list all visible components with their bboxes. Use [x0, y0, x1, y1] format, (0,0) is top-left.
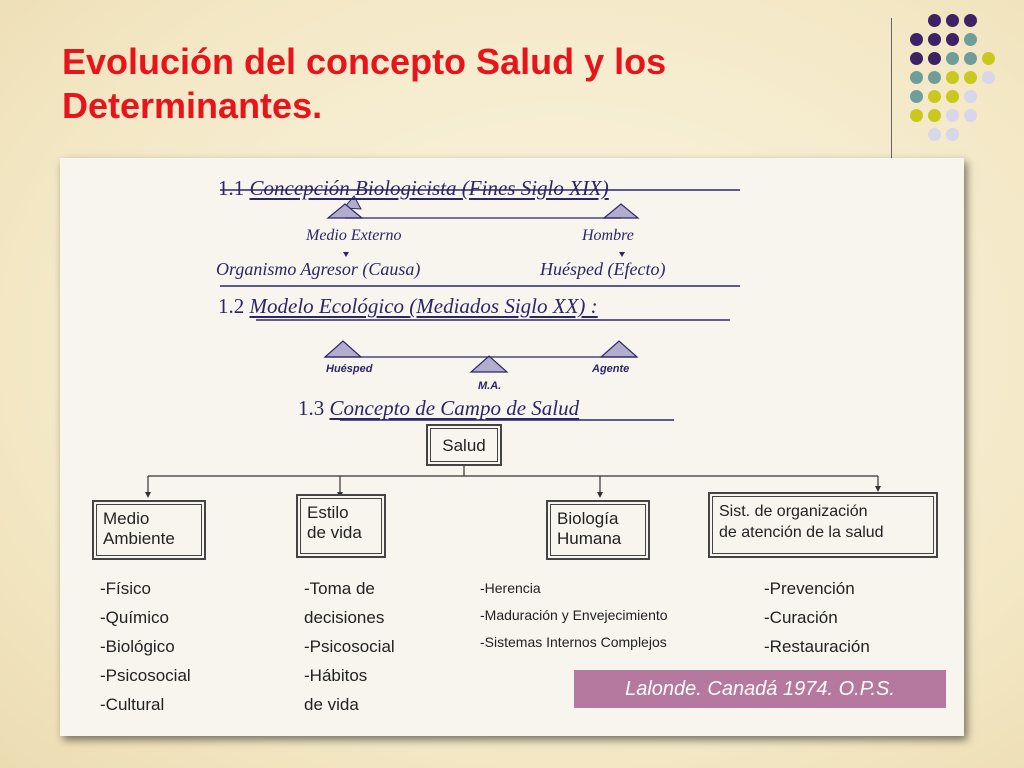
list-item: -Toma de — [304, 579, 375, 598]
decorative-dot — [964, 14, 977, 27]
list-item: -Cultural — [100, 695, 165, 714]
label-medio-externo: Medio Externo — [306, 227, 402, 244]
list-item: -Curación — [764, 608, 838, 627]
source-caption: Lalonde. Canadá 1974. O.P.S. — [574, 670, 946, 708]
diagram-panel — [60, 158, 964, 736]
list-medio-ambiente — [100, 574, 191, 719]
section-3-heading — [298, 396, 579, 421]
decorative-dot — [928, 33, 941, 46]
title-divider — [891, 18, 892, 158]
decorative-dot — [928, 52, 941, 65]
decorative-dot — [982, 52, 995, 65]
category-3-line-2: Humana — [557, 529, 622, 548]
category-4-line-2: de atención de la salud — [719, 524, 884, 541]
decorative-dot — [964, 52, 977, 65]
decorative-dot — [946, 14, 959, 27]
section-1-heading — [218, 176, 609, 201]
label-ma: M.A. — [478, 380, 502, 392]
section-3-title: Concepto de Campo de Salud — [329, 396, 580, 420]
category-box-sistema-atencion — [708, 492, 938, 558]
list-item: -Físico — [100, 579, 151, 598]
decorative-dot — [964, 90, 977, 103]
list-item: -Restauración — [764, 637, 870, 656]
decorative-dot — [928, 109, 941, 122]
decorative-dot — [910, 71, 923, 84]
decorative-dot — [928, 90, 941, 103]
category-1-line-1: Medio — [103, 509, 150, 528]
decorative-dot — [946, 33, 959, 46]
list-item: de vida — [304, 695, 359, 714]
list-item: -Maduración y Envejecimiento — [480, 607, 668, 623]
label-huesped-efecto: Huésped (Efecto) — [540, 259, 666, 279]
list-item: -Psicosocial — [304, 637, 395, 656]
decorative-dot — [964, 71, 977, 84]
decorative-dot — [910, 90, 923, 103]
decorative-dot — [910, 33, 923, 46]
category-4-line-1: Sist. de organización — [719, 503, 868, 520]
list-biologia-humana — [480, 575, 668, 656]
list-item: -Herencia — [480, 580, 541, 596]
label-huesped: Huésped — [326, 363, 373, 375]
list-item: -Biológico — [100, 637, 175, 656]
decorative-dot — [928, 71, 941, 84]
decorative-dot — [946, 109, 959, 122]
decorative-dot — [964, 109, 977, 122]
title-line-1: Evolución del concepto Salud y los — [62, 41, 667, 82]
label-agente: Agente — [592, 363, 630, 375]
list-item: -Prevención — [764, 579, 855, 598]
category-box-estilo-de-vida — [296, 494, 386, 558]
decorative-dot — [910, 109, 923, 122]
list-item: decisiones — [304, 608, 385, 627]
section-1-title: Concepción Biologicista (Fines Siglo XIX) — [249, 176, 609, 200]
category-box-medio-ambiente — [92, 500, 206, 560]
decorative-dot — [928, 128, 941, 141]
list-item: -Químico — [100, 608, 169, 627]
section-2-heading — [218, 294, 598, 319]
decorative-dot — [946, 128, 959, 141]
category-2-line-2: de vida — [307, 523, 362, 542]
decorative-dot — [946, 90, 959, 103]
root-box-salud — [426, 424, 502, 466]
decorative-dot — [946, 52, 959, 65]
section-2-number: 1.2 — [218, 294, 245, 318]
decorative-dot — [928, 14, 941, 27]
list-item: -Hábitos — [304, 666, 368, 685]
category-1-line-2: Ambiente — [103, 529, 175, 548]
decorative-dot — [964, 33, 977, 46]
section-2-title: Modelo Ecológico (Mediados Siglo XX) : — [249, 294, 598, 318]
decorative-dot — [910, 52, 923, 65]
decorative-dot — [982, 71, 995, 84]
category-box-biologia-humana — [546, 500, 650, 560]
slide-title — [62, 40, 862, 128]
root-label: Salud — [430, 428, 498, 462]
list-estilo-de-vida — [304, 574, 395, 719]
decorative-dot — [946, 71, 959, 84]
label-organismo-agresor: Organismo Agresor (Causa) — [216, 259, 421, 279]
category-3-line-1: Biología — [557, 509, 619, 528]
decorative-dot-grid — [910, 14, 1006, 164]
label-hombre: Hombre — [582, 227, 634, 244]
title-line-2: Determinantes. — [62, 85, 323, 126]
section-1-number: 1.1 — [218, 176, 245, 200]
list-item: -Psicosocial — [100, 666, 191, 685]
category-2-line-1: Estilo — [307, 503, 349, 522]
section-3-number: 1.3 — [298, 396, 325, 420]
list-item: -Sistemas Internos Complejos — [480, 634, 667, 650]
list-sistema-atencion — [764, 574, 870, 661]
